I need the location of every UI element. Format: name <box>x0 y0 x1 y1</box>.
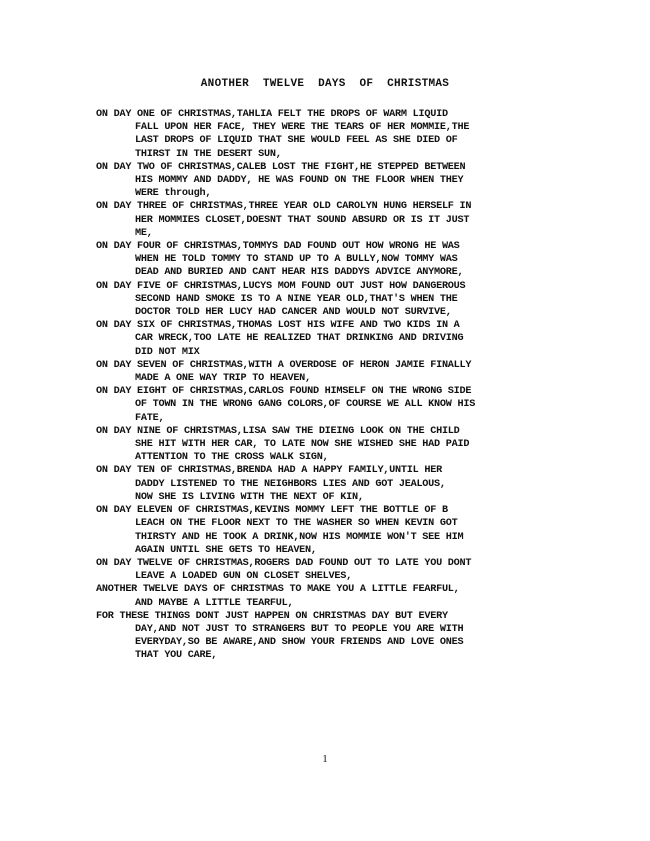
verse-continuation-line: AND MAYBE A LITTLE TEARFUL, <box>135 597 294 609</box>
verse-paragraph <box>96 557 556 583</box>
verse-first-line: ON DAY ONE OF CHRISTMAS,TAHLIA FELT THE DROPS OF WARM LIQUID <box>96 109 448 120</box>
verse-continuation-line: DAY,AND NOT JUST TO STRANGERS BUT TO PEOPLE YOU ARE WITH <box>135 623 464 635</box>
verse-paragraph <box>96 504 556 557</box>
verse-first-line: FOR THESE THINGS DONT JUST HAPPEN ON CHRISTMAS DAY BUT EVERY <box>96 610 448 622</box>
verse-continuation-line: LEACH ON THE FLOOR NEXT TO THE WASHER SO WHEN KEVIN GOT <box>135 518 458 530</box>
verse-continuation-line: ATTENTION TO THE CROSS WALK SIGN, <box>135 452 329 464</box>
verse-continuation-line: MADE A ONE WAY TRIP TO HEAVEN, <box>135 373 311 385</box>
verse-continuation-line: DADDY LISTENED TO THE NEIGHBORS LIES AND GOT JEALOUS, <box>135 478 446 490</box>
verse-first-line: ON DAY TWELVE OF CHRISTMAS,ROGERS DAD FOUND OUT TO LATE YOU DONT <box>96 557 472 569</box>
verse-continuation-line: CAR WRECK,TOO LATE HE REALIZED THAT DRINKING AND DRIVING <box>135 333 464 345</box>
verse-first-line: ON DAY FOUR OF CHRISTMAS,TOMMYS DAD FOUND OUT HOW WRONG HE WAS <box>96 241 460 253</box>
verse-continuation-line: THIRST IN THE DESERT SUN, <box>135 148 282 160</box>
verse-first-line: ON DAY SIX OF CHRISTMAS,THOMAS LOST HIS WIFE AND TWO KIDS IN A <box>96 320 460 332</box>
verse-paragraph <box>96 359 556 385</box>
verse-paragraph <box>96 161 556 201</box>
verse-first-line: ON DAY THREE OF CHRISTMAS,THREE YEAR OLD CAROLYN HUNG HERSELF IN <box>96 201 472 213</box>
verse-first-line: ON DAY NINE OF CHRISTMAS,LISA SAW THE DIEING LOOK ON THE CHILD <box>96 425 460 437</box>
verse-continuation-line: FATE, <box>135 412 165 424</box>
verse-continuation-line: AGAIN UNTIL SHE GETS TO HEAVEN, <box>135 544 317 556</box>
verse-first-line: ON DAY FIVE OF CHRISTMAS,LUCYS MOM FOUND OUT JUST HOW DANGEROUS <box>96 280 466 292</box>
verse-paragraph <box>96 200 556 240</box>
verse-list <box>96 108 556 663</box>
verse-first-line: ON DAY TWO OF CHRISTMAS,CALEB LOST THE FIGHT,HE STEPPED BETWEEN <box>96 161 466 173</box>
page-title: ANOTHER TWELVE DAYS OF CHRISTMAS <box>200 78 450 90</box>
verse-paragraph <box>96 610 556 663</box>
verse-continuation-line: FALL UPON HER FACE, THEY WERE THE TEARS OF HER MOMMIE,THE <box>135 122 470 134</box>
verse-continuation-line: NOW SHE IS LIVING WITH THE NEXT OF KIN, <box>135 491 364 503</box>
verse-first-line: ON DAY EIGHT OF CHRISTMAS,CARLOS FOUND HIMSELF ON THE WRONG SIDE <box>96 386 472 398</box>
verse-paragraph <box>96 425 556 465</box>
verse-first-line: ANOTHER TWELVE DAYS OF CHRISTMAS TO MAKE YOU A LITTLE FEARFUL, <box>96 584 460 596</box>
verse-paragraph <box>96 280 556 320</box>
verse-paragraph <box>96 108 556 161</box>
verse-continuation-line: LAST DROPS OF LIQUID THAT SHE WOULD FEEL AS SHE DIED OF <box>135 135 458 147</box>
verse-continuation-line: EVERYDAY,SO BE AWARE,AND SHOW YOUR FRIENDS AND LOVE ONES <box>135 637 464 649</box>
verse-paragraph <box>96 464 556 504</box>
verse-continuation-line: SHE HIT WITH HER CAR, TO LATE NOW SHE WISHED SHE HAD PAID <box>135 439 470 451</box>
verse-continuation-line: THIRSTY AND HE TOOK A DRINK,NOW HIS MOMMIE WON'T SEE HIM <box>135 531 464 543</box>
verse-continuation-line: DID NOT MIX <box>135 346 200 358</box>
verse-paragraph <box>96 319 556 359</box>
verse-continuation-line: WERE through, <box>135 188 212 200</box>
verse-first-line: ON DAY ELEVEN OF CHRISTMAS,KEVINS MOMMY LEFT THE BOTTLE OF B <box>96 505 448 517</box>
verse-paragraph <box>96 385 556 425</box>
verse-paragraph <box>96 240 556 280</box>
verse-paragraph <box>96 583 556 609</box>
verse-first-line: ON DAY SEVEN OF CHRISTMAS,WITH A OVERDOSE OF HERON JAMIE FINALLY <box>96 359 472 371</box>
verse-continuation-line: DEAD AND BURIED AND CANT HEAR HIS DADDYS ADVICE ANYMORE, <box>135 267 464 279</box>
verse-first-line: ON DAY TEN OF CHRISTMAS,BRENDA HAD A HAPPY FAMILY,UNTIL HER <box>96 465 442 477</box>
verse-continuation-line: HER MOMMIES CLOSET,DOESNT THAT SOUND ABSURD OR IS IT JUST <box>135 214 470 226</box>
verse-continuation-line: ME, <box>135 227 153 239</box>
verse-continuation-line: SECOND HAND SMOKE IS TO A NINE YEAR OLD,THAT'S WHEN THE <box>135 293 458 305</box>
page-number: 1 <box>322 753 328 765</box>
verse-continuation-line: DOCTOR TOLD HER LUCY HAD CANCER AND WOULD NOT SURVIVE, <box>135 307 452 319</box>
verse-continuation-line: THAT YOU CARE, <box>135 650 218 662</box>
verse-continuation-line: HIS MOMMY AND DADDY, HE WAS FOUND ON THE FLOOR WHEN THEY <box>135 175 464 187</box>
verse-continuation-line: LEAVE A LOADED GUN ON CLOSET SHELVES, <box>135 571 352 583</box>
verse-continuation-line: OF TOWN IN THE WRONG GANG COLORS,OF COURSE WE ALL KNOW HIS <box>135 399 476 411</box>
verse-continuation-line: WHEN HE TOLD TOMMY TO STAND UP TO A BULLY,NOW TOMMY WAS <box>135 254 458 266</box>
